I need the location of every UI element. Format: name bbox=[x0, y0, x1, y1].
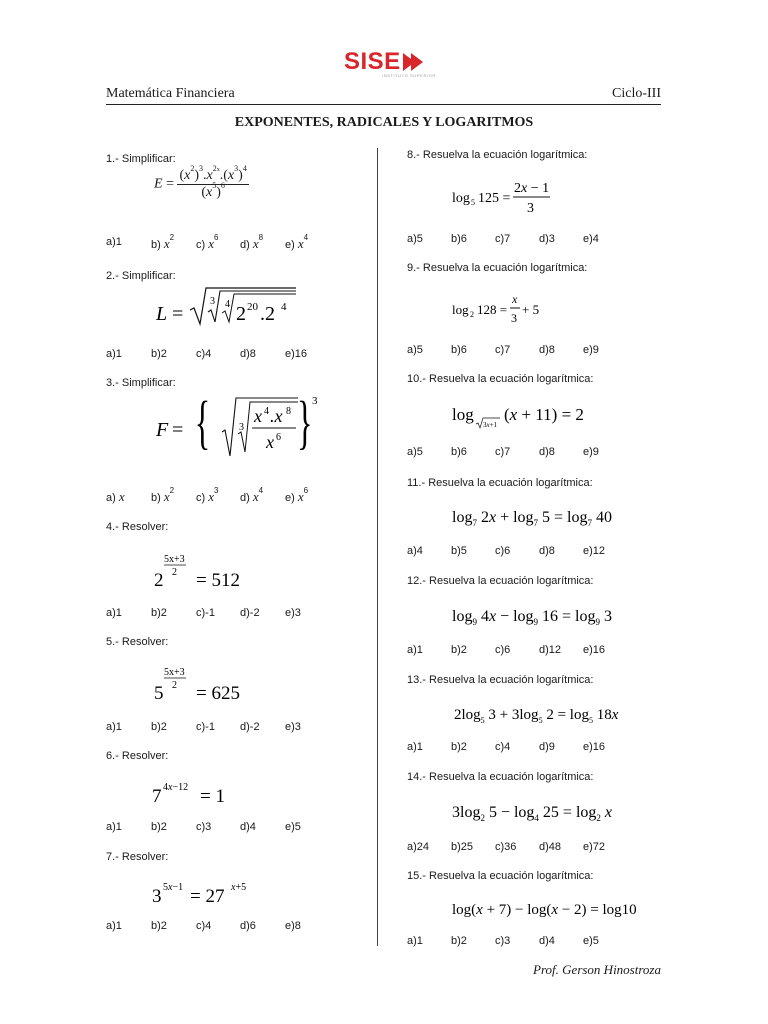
problem-10-prompt: 10.- Resuelva la ecuación logarítmica: bbox=[407, 373, 594, 385]
problem-4-prompt: 4.- Resolver: bbox=[106, 521, 169, 533]
svg-text:7: 7 bbox=[152, 786, 162, 807]
problem-15-option-c: c)3 bbox=[495, 935, 511, 947]
problem-8-option-b: b)6 bbox=[451, 233, 467, 245]
problem-2-expression bbox=[150, 282, 310, 330]
problem-8-option-e: e)4 bbox=[583, 233, 599, 245]
problem-6-option-b: b)2 bbox=[151, 821, 167, 833]
svg-text:{: { bbox=[194, 390, 211, 456]
svg-text:20: 20 bbox=[247, 301, 258, 313]
svg-text:4: 4 bbox=[225, 299, 230, 310]
problem-12-option-b: b)2 bbox=[451, 644, 467, 656]
problem-10-option-b: b)6 bbox=[451, 446, 467, 458]
problem-5-option-d: d)-2 bbox=[240, 721, 260, 733]
problem-1-option-e: e) $x^4$ bbox=[285, 233, 309, 251]
svg-text:4: 4 bbox=[264, 406, 269, 417]
problem-3-prompt: 3.- Simplificar: bbox=[106, 377, 176, 389]
svg-text:.x: .x bbox=[270, 406, 283, 426]
svg-text:5: 5 bbox=[471, 198, 475, 207]
svg-text:.2: .2 bbox=[260, 303, 275, 325]
svg-text:2x − 1: 2x − 1 bbox=[514, 181, 550, 196]
svg-text:128 =: 128 = bbox=[477, 302, 508, 317]
svg-text:log: log bbox=[452, 191, 470, 206]
problem-1-option-b: b) $x^2$ bbox=[151, 233, 175, 251]
svg-text:= 512: = 512 bbox=[196, 570, 240, 591]
problem-3-option-a: a) x bbox=[106, 489, 125, 504]
problem-8-expression bbox=[450, 176, 570, 218]
problem-3-option-d: d) $x^4$ bbox=[240, 486, 264, 504]
problem-9-option-e: e)9 bbox=[583, 344, 599, 356]
problem-11-option-b: b)5 bbox=[451, 545, 467, 557]
problem-8-option-d: d)3 bbox=[539, 233, 555, 245]
header-rule bbox=[106, 104, 661, 105]
svg-text:3x+1: 3x+1 bbox=[483, 421, 498, 429]
problem-14-option-c: c)36 bbox=[495, 841, 517, 853]
svg-text:5x+3: 5x+3 bbox=[164, 554, 185, 565]
problem-9-option-c: c)7 bbox=[495, 344, 511, 356]
logo-subtitle: INSTITUTO SUPERIOR bbox=[382, 73, 436, 78]
problem-9-prompt: 9.- Resuelva la ecuación logarítmica: bbox=[407, 262, 588, 274]
problem-12-option-e: e)16 bbox=[583, 644, 606, 656]
problem-11-expression bbox=[450, 502, 620, 532]
problem-5-prompt: 5.- Resolver: bbox=[106, 636, 169, 648]
problem-14-option-d: d)48 bbox=[539, 841, 562, 853]
problem-15-expression bbox=[450, 895, 640, 925]
logo-text: SISE bbox=[344, 48, 401, 75]
svg-text:6: 6 bbox=[276, 432, 281, 443]
problem-10-option-e: e)9 bbox=[583, 446, 599, 458]
problem-14-prompt: 14.- Resuelva la ecuación logarítmica: bbox=[407, 771, 594, 783]
problem-14-expression bbox=[450, 797, 620, 827]
svg-text:125 =: 125 = bbox=[478, 191, 511, 206]
problem-2-option-c: c)4 bbox=[196, 348, 212, 360]
sise-logo bbox=[344, 50, 423, 74]
problem-5-option-b: b)2 bbox=[151, 721, 167, 733]
problem-4-option-c: c)-1 bbox=[196, 607, 215, 619]
problem-2-option-d: d)8 bbox=[240, 348, 256, 360]
problem-1-expression: E = $\frac{(x^2)^3.x^{2x}.(x^3)^4}{(x^5)^6}$ bbox=[154, 164, 247, 200]
problem-6-expression bbox=[150, 776, 250, 808]
problem-8-prompt: 8.- Resuelva la ecuación logarítmica: bbox=[407, 149, 588, 161]
problem-7-option-c: c)4 bbox=[196, 920, 212, 932]
problem-9-option-b: b)6 bbox=[451, 344, 467, 356]
column-divider bbox=[377, 148, 378, 946]
svg-text:x+5: x+5 bbox=[231, 882, 247, 893]
problem-11-option-e: e)12 bbox=[583, 545, 606, 557]
problem-1-option-a: a)1 bbox=[106, 236, 122, 248]
problem-15-option-e: e)5 bbox=[583, 935, 599, 947]
svg-text:3: 3 bbox=[511, 311, 517, 325]
problem-13-option-a: a)1 bbox=[407, 741, 423, 753]
problem-7-option-e: e)8 bbox=[285, 920, 301, 932]
problem-15-option-b: b)2 bbox=[451, 935, 467, 947]
svg-text:log: log bbox=[452, 302, 469, 317]
svg-text:L: L bbox=[156, 303, 168, 325]
problem-3-expression bbox=[150, 390, 330, 468]
problem-4-option-e: e)3 bbox=[285, 607, 301, 619]
problem-4-option-d: d)-2 bbox=[240, 607, 260, 619]
svg-text:2: 2 bbox=[172, 567, 177, 578]
problem-5-option-a: a)1 bbox=[106, 721, 122, 733]
problem-2-prompt: 2.- Simplificar: bbox=[106, 270, 176, 282]
svg-text:= 625: = 625 bbox=[196, 683, 240, 704]
problem-6-option-a: a)1 bbox=[106, 821, 122, 833]
cycle-label: Ciclo-III bbox=[612, 86, 661, 101]
svg-text:2: 2 bbox=[172, 680, 177, 691]
problem-7-prompt: 7.- Resolver: bbox=[106, 851, 169, 863]
problem-13-option-e: e)16 bbox=[583, 741, 606, 753]
problem-15-option-d: d)4 bbox=[539, 935, 555, 947]
problem-12-option-c: c)6 bbox=[495, 644, 511, 656]
svg-text:4: 4 bbox=[281, 301, 287, 313]
problem-1-option-d: d) $x^8$ bbox=[240, 233, 264, 251]
svg-text:x: x bbox=[254, 406, 262, 426]
svg-text:3: 3 bbox=[152, 886, 162, 907]
problem-7-option-a: a)1 bbox=[106, 920, 122, 932]
svg-text:3: 3 bbox=[312, 395, 318, 407]
problem-9-expression bbox=[450, 290, 570, 332]
problem-12-prompt: 12.- Resuelva la ecuación logarítmica: bbox=[407, 575, 594, 587]
problem-4-option-a: a)1 bbox=[106, 607, 122, 619]
svg-text:= 1: = 1 bbox=[200, 786, 225, 807]
course-name: Matemática Financiera bbox=[106, 86, 235, 101]
problem-8-option-a: a)5 bbox=[407, 233, 423, 245]
problem-2-option-e: e)16 bbox=[285, 348, 308, 360]
problem-7-option-b: b)2 bbox=[151, 920, 167, 932]
problem-5-expression bbox=[150, 663, 260, 705]
problem-12-expression bbox=[450, 601, 620, 631]
svg-text:5x+3: 5x+3 bbox=[164, 667, 185, 678]
svg-text:4x−12: 4x−12 bbox=[163, 782, 189, 793]
svg-text:2: 2 bbox=[470, 310, 474, 319]
problem-10-expression bbox=[450, 398, 590, 434]
svg-text:3: 3 bbox=[527, 201, 534, 216]
problem-3-option-b: b) $x^2$ bbox=[151, 486, 175, 504]
svg-text:x: x bbox=[266, 432, 274, 452]
svg-text:2: 2 bbox=[236, 303, 246, 325]
problem-12-option-d: d)12 bbox=[539, 644, 562, 656]
problem-11-option-d: d)8 bbox=[539, 545, 555, 557]
problem-14-option-b: b)25 bbox=[451, 841, 474, 853]
problem-11-option-a: a)4 bbox=[407, 545, 423, 557]
problem-13-prompt: 13.- Resuelva la ecuación logarítmica: bbox=[407, 674, 594, 686]
problem-6-option-c: c)3 bbox=[196, 821, 212, 833]
problem-8-option-c: c)7 bbox=[495, 233, 511, 245]
chevron-right-icon bbox=[411, 53, 423, 71]
problem-9-option-d: d)8 bbox=[539, 344, 555, 356]
problem-10-option-c: c)7 bbox=[495, 446, 511, 458]
problem-12-option-a: a)1 bbox=[407, 644, 423, 656]
problem-11-option-c: c)6 bbox=[495, 545, 511, 557]
svg-text:x: x bbox=[512, 292, 518, 306]
svg-text:}: } bbox=[297, 390, 313, 456]
problem-13-option-d: d)9 bbox=[539, 741, 555, 753]
svg-text:log7 2x + log7 5 = log7 40: $\log_7 2x + \log_7 5 = \log_7 40$ bbox=[452, 509, 612, 528]
problem-4-option-b: b)2 bbox=[151, 607, 167, 619]
problem-3-option-e: e) $x^6$ bbox=[285, 486, 309, 504]
problem-2-option-a: a)1 bbox=[106, 348, 122, 360]
svg-text:2: 2 bbox=[154, 570, 164, 591]
svg-text:2log5 3 + 3log5 2 = log5 18x: $2\log_5$ $3 + 3\log_5$ $2 = \log_5 18x$ bbox=[454, 707, 619, 725]
svg-text:= 27: = 27 bbox=[190, 886, 225, 907]
svg-text:(x + 11) = 2: (x + 11) = 2 bbox=[504, 405, 584, 424]
problem-13-option-c: c)4 bbox=[495, 741, 511, 753]
problem-14-option-e: e)72 bbox=[583, 841, 606, 853]
problem-5-option-c: c)-1 bbox=[196, 721, 215, 733]
svg-text:3log2 5 − log4 25 = log2 x: $3\log_2$ $5 - \log_4 25 = \log_2 x$ bbox=[452, 804, 612, 823]
problem-15-prompt: 15.- Resuelva la ecuación logarítmica: bbox=[407, 870, 594, 882]
svg-text:log: log bbox=[452, 405, 474, 424]
problem-3-option-c: c) $x^3$ bbox=[196, 486, 219, 504]
svg-text:F: F bbox=[156, 419, 169, 441]
svg-text:log(x + 7) − log(x − 2) = log1: log(x + 7) − log(x − 2) = log10 bbox=[452, 902, 637, 918]
problem-13-option-b: b)2 bbox=[451, 741, 467, 753]
svg-text:+ 5: + 5 bbox=[522, 302, 540, 317]
problem-1-prompt: 1.- Simplificar: bbox=[106, 153, 176, 165]
problem-4-expression bbox=[150, 550, 260, 592]
problem-7-option-d: d)6 bbox=[240, 920, 256, 932]
author-signature: Prof. Gerson Hinostroza bbox=[533, 962, 661, 977]
problem-14-option-a: a)24 bbox=[407, 841, 430, 853]
svg-text:5: 5 bbox=[154, 683, 164, 704]
svg-text:=: = bbox=[172, 419, 184, 441]
page-title: EXPONENTES, RADICALES Y LOGARITMOS bbox=[234, 115, 534, 130]
svg-text:8: 8 bbox=[286, 406, 291, 417]
problem-15-option-a: a)1 bbox=[407, 935, 423, 947]
problem-6-option-e: e)5 bbox=[285, 821, 301, 833]
problem-7-expression bbox=[150, 876, 270, 908]
problem-11-prompt: 11.- Resuelva la ecuación logarítmica: bbox=[407, 477, 593, 489]
problem-6-prompt: 6.- Resolver: bbox=[106, 750, 169, 762]
problem-9-option-a: a)5 bbox=[407, 344, 423, 356]
problem-13-expression bbox=[450, 699, 620, 729]
svg-text:5x−1: 5x−1 bbox=[163, 882, 184, 893]
problem-10-option-d: d)8 bbox=[539, 446, 555, 458]
problem-2-option-b: b)2 bbox=[151, 348, 167, 360]
svg-text:log9 4x − log9 16 = log9 3: $\log_9 4x - \log_9 16 = \log_9 3$ bbox=[452, 608, 612, 627]
svg-text:3: 3 bbox=[239, 422, 244, 433]
problem-10-option-a: a)5 bbox=[407, 446, 423, 458]
problem-1-option-c: c) $x^6$ bbox=[196, 233, 219, 251]
svg-text:3: 3 bbox=[210, 296, 215, 307]
problem-6-option-d: d)4 bbox=[240, 821, 256, 833]
problem-5-option-e: e)3 bbox=[285, 721, 301, 733]
svg-text:=: = bbox=[172, 303, 184, 325]
